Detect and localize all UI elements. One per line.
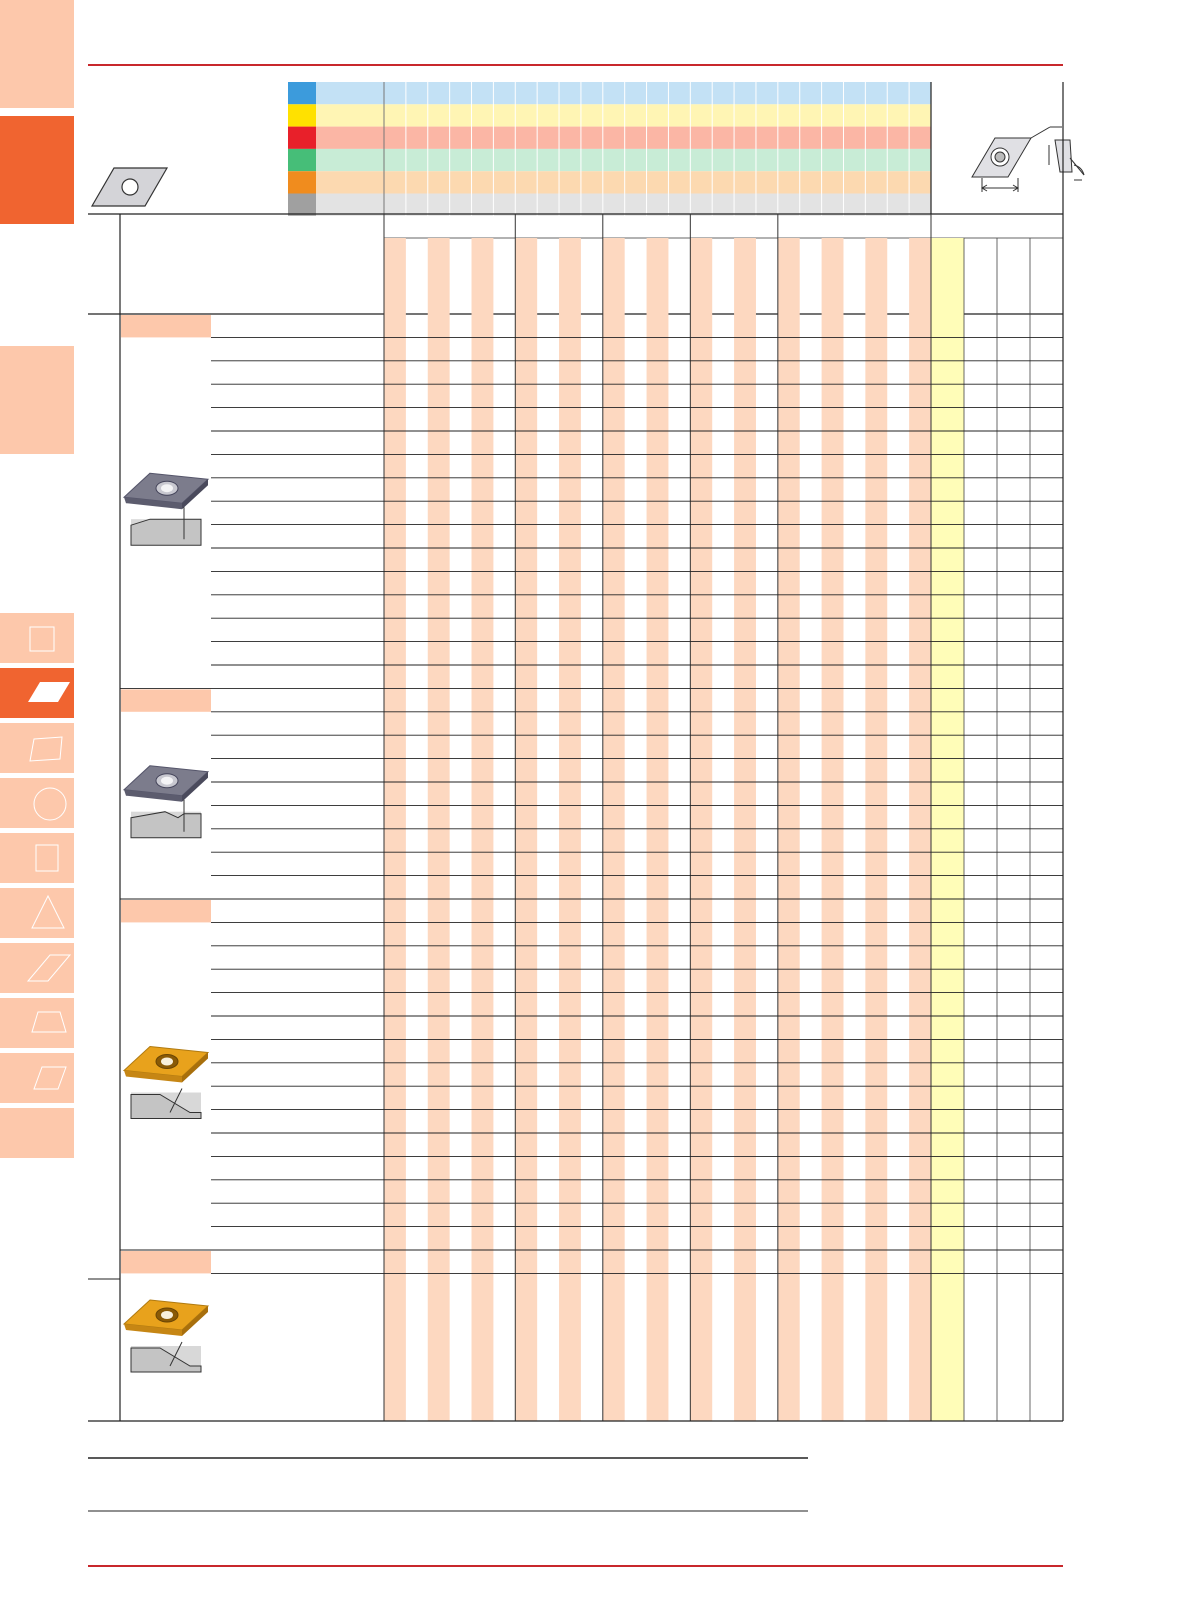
iso-row-S	[316, 171, 931, 193]
insert-hole-inner	[161, 484, 173, 492]
grade-column-stripe	[472, 238, 494, 1421]
rhombus-80-icon	[0, 723, 74, 773]
side-tab-square-small[interactable]	[0, 833, 74, 883]
rhombus-55-icon	[0, 668, 74, 718]
side-tab-top[interactable]	[0, 0, 74, 108]
section-label-bar	[121, 900, 211, 922]
side-tab-rhombus-80[interactable]	[0, 723, 74, 773]
square-icon-shape	[30, 627, 54, 651]
iso-row-H	[316, 194, 931, 216]
grade-column-stripe	[559, 238, 581, 1421]
side-tab-triangle[interactable]	[0, 888, 74, 938]
square-small-icon	[0, 833, 74, 883]
side-tab-rhombus-55[interactable]	[0, 668, 74, 718]
grade-column-stripe	[778, 238, 800, 1421]
header-insert-shape	[92, 168, 167, 206]
iso-swatch-K	[288, 127, 316, 149]
parallelogram-icon-shape	[34, 1067, 66, 1089]
side-tab-round[interactable]	[0, 778, 74, 828]
round-icon	[0, 778, 74, 828]
rhombus-35-icon-shape	[28, 955, 70, 981]
square-small-icon-shape	[36, 845, 58, 871]
side-tab-square[interactable]	[0, 613, 74, 663]
insert-hole-inner	[161, 777, 173, 785]
grade-column-stripe	[822, 238, 844, 1421]
iso-swatch-H	[288, 194, 316, 216]
square-icon	[0, 613, 74, 663]
side-tab-index[interactable]	[0, 346, 74, 454]
rhombus-80-icon-shape	[30, 737, 62, 761]
insert-hole-inner	[161, 1058, 173, 1066]
side-tab-trigon[interactable]	[0, 998, 74, 1048]
round-icon-shape	[34, 788, 66, 820]
parallelogram-icon	[0, 1053, 74, 1103]
grade-column-stripe	[428, 238, 450, 1421]
side-tab-rhombus-35[interactable]	[0, 943, 74, 993]
section-label-bar	[121, 1251, 211, 1273]
iso-row-M	[316, 104, 931, 126]
dimension-highlight-column	[931, 238, 964, 1421]
grade-column-stripe	[647, 238, 669, 1421]
iso-row-P	[316, 82, 931, 104]
iso-swatch-S	[288, 171, 316, 193]
iso-swatch-N	[288, 149, 316, 171]
grade-column-stripe	[384, 238, 406, 1421]
insert-dimension-diagram	[972, 127, 1084, 192]
iso-row-K	[316, 127, 931, 149]
side-tab-parallelogram[interactable]	[0, 1053, 74, 1103]
iso-swatch-P	[288, 82, 316, 104]
side-tab-blank-tab[interactable]	[0, 1108, 74, 1158]
profile-shape	[131, 812, 201, 838]
grade-column-stripe	[603, 238, 625, 1421]
triangle-icon	[0, 888, 74, 938]
trigon-icon	[0, 998, 74, 1048]
side-tab-section[interactable]	[0, 116, 74, 224]
rhombus-35-icon	[0, 943, 74, 993]
profile-shape	[131, 519, 201, 545]
insert-hole-inner	[161, 1311, 173, 1319]
grade-column-stripe	[909, 238, 931, 1421]
grade-column-stripe	[690, 238, 712, 1421]
dynamic-table-layer	[88, 65, 1063, 1566]
iso-swatch-M	[288, 104, 316, 126]
grade-column-stripe	[734, 238, 756, 1421]
rhombus-55-icon-shape	[28, 682, 70, 702]
grade-column-stripe	[865, 238, 887, 1421]
iso-row-N	[316, 149, 931, 171]
section-label-bar	[121, 689, 211, 711]
grade-column-stripe	[515, 238, 537, 1421]
trigon-icon-shape	[32, 1012, 66, 1032]
triangle-icon-shape	[32, 896, 64, 928]
section-label-bar	[121, 315, 211, 337]
